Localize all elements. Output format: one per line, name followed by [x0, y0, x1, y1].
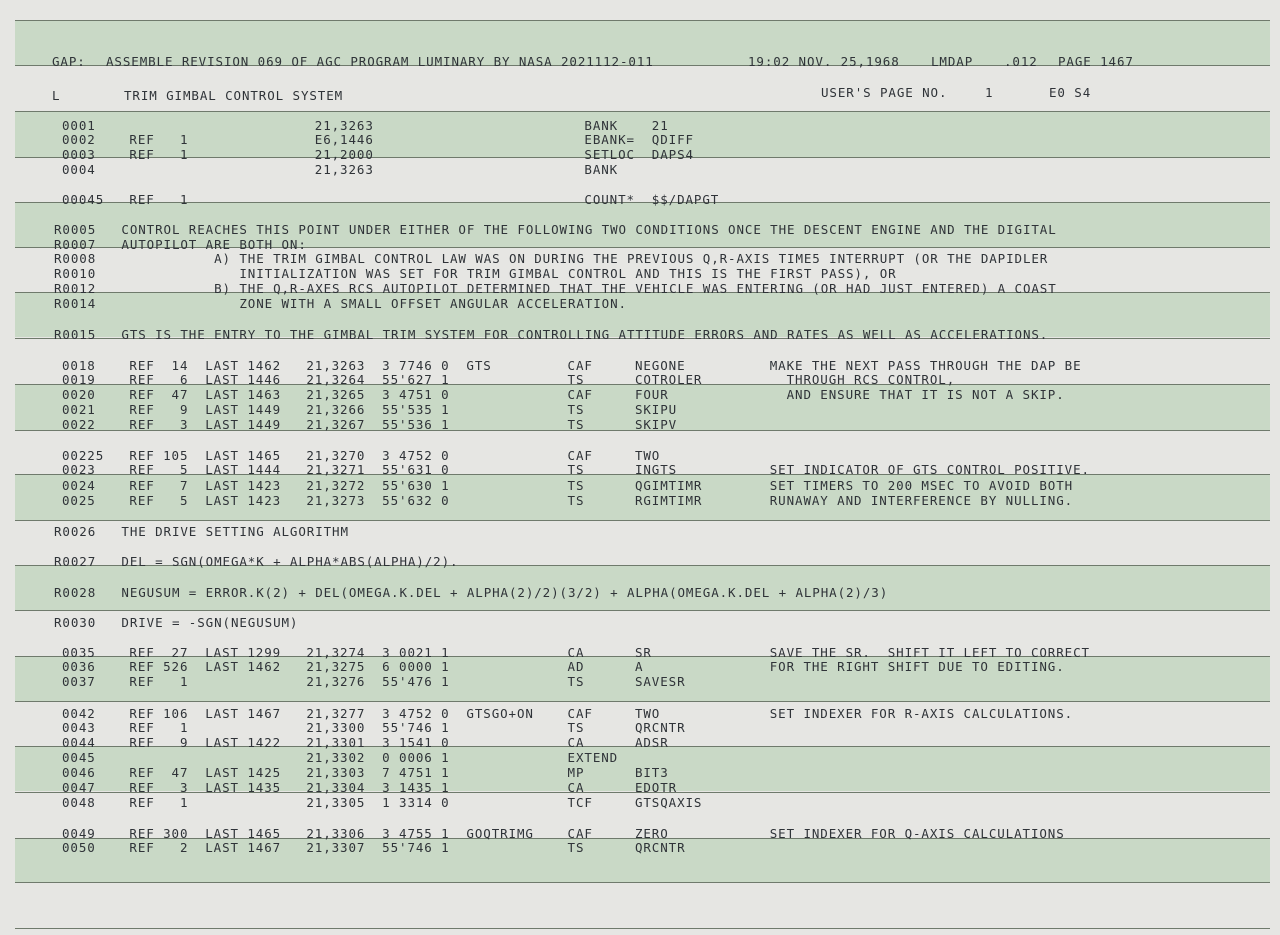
version-code: .012 [1004, 54, 1038, 69]
listing-line: 0003 REF 1 21,2000 SETLOC DAPS4 [62, 147, 694, 162]
listing-line: R0007 AUTOPILOT ARE BOTH ON: [54, 237, 307, 252]
listing-line: 0019 REF 6 LAST 1446 21,3264 55'627 1 TS COTROLER THROUGH RCS CONTROL, [62, 372, 956, 387]
listing-line: 0044 REF 9 LAST 1422 21,3301 3 1541 0 CA ADSR [62, 735, 669, 750]
program-title: ASSEMBLE REVISION 069 OF AGC PROGRAM LUMINARY BY NASA 2021112-011 [106, 54, 654, 69]
paper-rule [15, 610, 1270, 611]
listing-line: 0018 REF 14 LAST 1462 21,3263 3 7746 0 GTS CAF NEGONE MAKE THE NEXT PASS THROUGH THE DAP BE [62, 358, 1082, 373]
print-timestamp: 19:02 NOV. 25,1968 [748, 54, 900, 69]
section-marker: L [52, 88, 61, 103]
paper-rule [15, 520, 1270, 521]
account-code: LMDAP [931, 54, 974, 69]
listing-line: 0049 REF 300 LAST 1465 21,3306 3 4755 1 GOQTRIMG CAF ZERO SET INDEXER FOR Q-AXIS CALCULATIONS [62, 826, 1065, 841]
listing-line: 0021 REF 9 LAST 1449 21,3266 55'535 1 TS SKIPU [62, 402, 678, 417]
listing-line: R0015 GTS IS THE ENTRY TO THE GIMBAL TRIM SYSTEM FOR CONTROLLING ATTITUDE ERRORS AND RATES AS WELL AS ACCELERATIONS. [54, 327, 1049, 342]
listing-line: R0005 CONTROL REACHES THIS POINT UNDER EITHER OF THE FOLLOWING TWO CONDITIONS ONCE THE DESCENT ENGINE AND THE DIGITAL [54, 222, 1057, 237]
listing-line: 0004 21,3263 BANK [62, 162, 619, 177]
listing-line: 0050 REF 2 LAST 1467 21,3307 55'746 1 TS QRCNTR [62, 840, 686, 855]
listing-line: R0010 INITIALIZATION WAS SET FOR TRIM GIMBAL CONTROL AND THIS IS THE FIRST PASS), OR [54, 266, 897, 281]
listing-line: 0024 REF 7 LAST 1423 21,3272 55'630 1 TS QGIMTIMR SET TIMERS TO 200 MSEC TO AVOID BOTH [62, 478, 1074, 493]
listing-line: 0046 REF 47 LAST 1425 21,3303 7 4751 1 MP BIT3 [62, 765, 669, 780]
paper-rule [15, 111, 1270, 112]
listing-line: 0037 REF 1 21,3276 55'476 1 TS SAVESR [62, 674, 686, 689]
listing-line: 0047 REF 3 LAST 1435 21,3304 3 1435 1 CA EDOTR [62, 780, 678, 795]
listing-line: R0028 NEGUSUM = ERROR.K(2) + DEL(OMEGA.K.DEL + ALPHA(2)/2)(3/2) + ALPHA(OMEGA.K.DEL + ALPHA(2)/3) [54, 585, 889, 600]
listing-line: 0002 REF 1 E6,1446 EBANK= QDIFF [62, 132, 694, 147]
listing-line: 00225 REF 105 LAST 1465 21,3270 3 4752 0 CAF TWO [62, 448, 661, 463]
listing-line: R0008 A) THE TRIM GIMBAL CONTROL LAW WAS ON DURING THE PREVIOUS Q,R-AXIS TIME5 INTERRUPT (OR THE DAPIDLER [54, 251, 1049, 266]
listing-line: 00045 REF 1 COUNT* $$/DAPGT [62, 192, 720, 207]
paper-rule [15, 928, 1270, 929]
paper-rule [15, 701, 1270, 702]
listing-line: 0042 REF 106 LAST 1467 21,3277 3 4752 0 GTSGO+ON CAF TWO SET INDEXER FOR R-AXIS CALCULATIONS. [62, 706, 1074, 721]
paper-rule [15, 20, 1270, 21]
page-number: PAGE 1467 [1058, 54, 1134, 69]
users-page-label: USER'S PAGE NO. [821, 85, 948, 100]
listing-line: 0043 REF 1 21,3300 55'746 1 TS QRCNTR [62, 720, 686, 735]
section-title: TRIM GIMBAL CONTROL SYSTEM [124, 88, 344, 103]
listing-line: 0022 REF 3 LAST 1449 21,3267 55'536 1 TS SKIPV [62, 417, 678, 432]
listing-line: 0045 21,3302 0 0006 1 EXTEND [62, 750, 619, 765]
assembler-label: GAP: [52, 54, 86, 69]
users-page-number: 1 [985, 85, 994, 100]
listing-line: 0020 REF 47 LAST 1463 21,3265 3 4751 0 CAF FOUR AND ENSURE THAT IT IS NOT A SKIP. [62, 387, 1065, 402]
listing-line: R0012 B) THE Q,R-AXES RCS AUTOPILOT DETERMINED THAT THE VEHICLE WAS ENTERING (OR HAD JUST ENTERED) A COAST [54, 281, 1057, 296]
listing-line: 0048 REF 1 21,3305 1 3314 0 TCF GTSQAXIS [62, 795, 703, 810]
listing-line: R0027 DEL = SGN(OMEGA*K + ALPHA*ABS(ALPHA)/2). [54, 554, 459, 569]
listing-line: R0030 DRIVE = -SGN(NEGUSUM) [54, 615, 299, 630]
listing-line: R0026 THE DRIVE SETTING ALGORITHM [54, 524, 349, 539]
listing-line: R0014 ZONE WITH A SMALL OFFSET ANGULAR ACCELERATION. [54, 296, 627, 311]
listing-line: 0035 REF 27 LAST 1299 21,3274 3 0021 1 CA SR SAVE THE SR. SHIFT IT LEFT TO CORRECT [62, 645, 1090, 660]
listing-line: 0023 REF 5 LAST 1444 21,3271 55'631 0 TS INGTS SET INDICATOR OF GTS CONTROL POSITIVE. [62, 462, 1090, 477]
paper-rule [15, 882, 1270, 883]
listing-line: 0036 REF 526 LAST 1462 21,3275 6 0000 1 AD A FOR THE RIGHT SHIFT DUE TO EDITING. [62, 659, 1065, 674]
listing-line: 0001 21,3263 BANK 21 [62, 118, 669, 133]
listing-line: 0025 REF 5 LAST 1423 21,3273 55'632 0 TS RGIMTIMR RUNAWAY AND INTERFERENCE BY NULLING. [62, 493, 1074, 508]
log-section: E0 S4 [1049, 85, 1092, 100]
